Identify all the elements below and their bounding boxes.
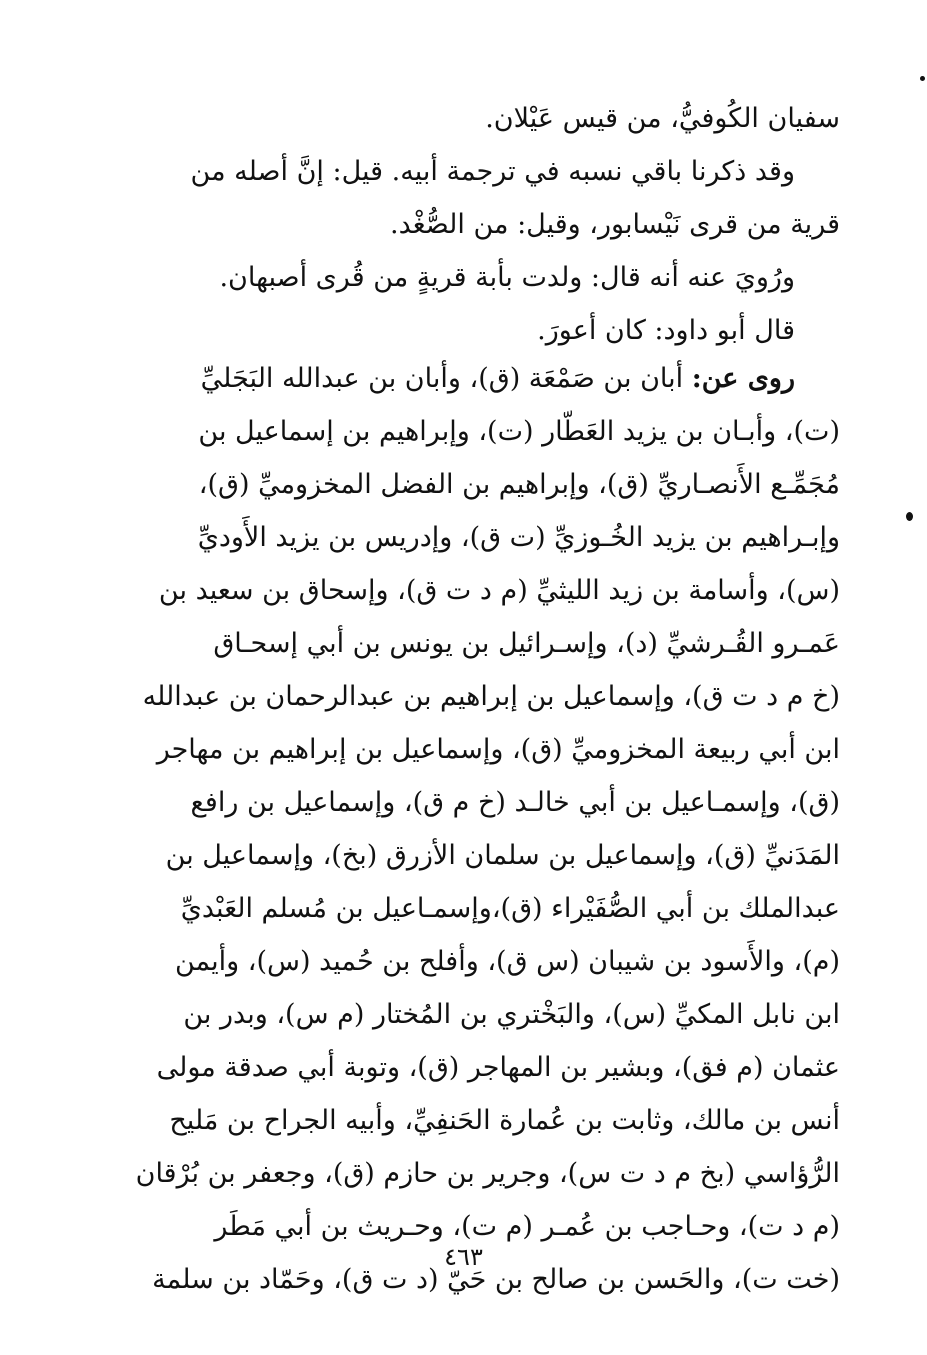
text-line: أنس بن مالك، وثابت بن عُمارة الحَنفِيِّ، وأبيه الجراح بن مَليح	[169, 1105, 840, 1136]
text-line: عبدالملك بن أبي الصُّفَيْراء (ق)،وإسمـاعيل بن مُسلم العَبْديِّ	[180, 893, 840, 924]
text-line: (م)، والأَسود بن شيبان (س ق)، وأفلح بن حُميد (س)، وأيمن	[174, 946, 840, 977]
text-line: عَمـرو القُـرشيِّ (د)، وإسـرائيل بن يونس بن أبي إسحـاق	[213, 628, 840, 659]
ink-speck	[920, 76, 925, 81]
text-line	[120, 352, 840, 405]
text-line: (س)، وأسامة بن زيد الليثيِّ (م د ت ق)، وإسحاق بن سعيد بن	[158, 575, 840, 606]
text-line: (ت)، وأبـان بن يزيد العَطّار (ت)، وإبراهيم بن إسماعيل بن	[198, 416, 840, 447]
text-line: (م د ت)، وحـاجب بن عُمـر (م ت)، وحـريث بن أبي مَطَر	[214, 1211, 840, 1242]
intro-paragraph	[120, 92, 840, 357]
narrators-paragraph	[120, 352, 840, 1306]
text-line: ابن أبي ربيعة المخزوميِّ (ق)، وإسماعيل بن إبراهيم بن مهاجر	[156, 734, 840, 765]
page-number: ٤٦٣	[444, 1243, 483, 1271]
text-line: (خ م د ت ق)، وإسماعيل بن إبراهيم بن عبدالرحمان بن عبدالله	[142, 681, 840, 712]
text-line: وقد ذكرنا باقي نسبه في ترجمة أبيه. قيل: إنَّ أصله من	[190, 156, 795, 187]
text-line: المَدَنيِّ (ق)، وإسماعيل بن سلمان الأزرق (بخ)، وإسماعيل بن	[165, 840, 840, 871]
narrators-heading: روى عن:	[691, 363, 795, 394]
text-line: وإبـراهيم بن يزيد الخُـوزيِّ (ت ق)، وإدريس بن يزيد الأَوديِّ	[197, 522, 840, 553]
text-line: سفيان الكُوفيُّ، من قيس عَيْلان.	[485, 103, 840, 134]
text-line: (ق)، وإسمـاعيل بن أبي خالـد (خ م ق)، وإسماعيل بن رافع	[190, 787, 840, 818]
ink-speck	[906, 512, 913, 521]
text-line: ورُويَ عنه أنه قال: ولدت بأبة قريةٍ من قُرى أصبهان.	[219, 262, 795, 293]
text-line: قال أبو داود: كان أعورَ.	[537, 315, 795, 346]
text-line: ابن نابل المكيِّ (س)، والبَخْتري بن المُختار (م س)، وبدر بن	[183, 999, 840, 1030]
text-line: قرية من قرى نَيْسابور، وقيل: من الصُّغْد.	[389, 209, 840, 240]
text-line: الرُّؤاسي (بخ م د ت س)، وجرير بن حازم (ق)، وجعفر بن بُرْقان	[135, 1158, 840, 1189]
narrators-first-text: أبان بن صَمْعَة (ق)، وأبان بن عبدالله البَجَليِّ	[200, 363, 684, 394]
text-line: (خت ت)، والحَسن بن صالح بن حَيّ (د ت ق)، وحَمّاد بن سلمة	[152, 1264, 840, 1295]
text-line: عثمان (م فق)، وبشير بن المهاجر (ق)، وتوبة أبي صدقة مولى	[156, 1052, 840, 1083]
text-line: مُجَمِّـع الأَنصـاريِّ (ق)، وإبراهيم بن الفضل المخزوميِّ (ق)،	[198, 469, 840, 500]
